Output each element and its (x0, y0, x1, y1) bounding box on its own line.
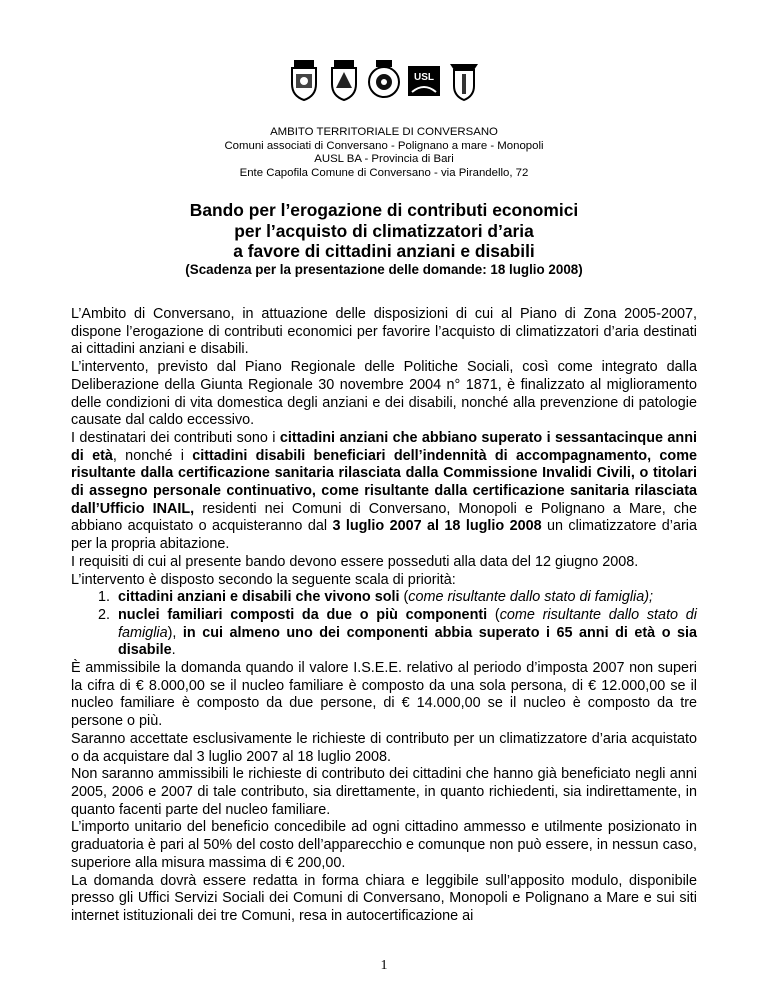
paragraph-intro: L’Ambito di Conversano, in attuazione delle disposizioni di cui al Piano di Zona 2005-2007, dispone l’erogazione di contributi economici per favorire l’acquisto di climatizzatori d’aria destinati ai cittadini anziani e disabili. (71, 306, 697, 358)
priority-list (71, 589, 697, 660)
paragraph-isee: È ammissibile la domanda quando il valore I.S.E.E. relativo al periodo d’imposta 2007 non superi la cifra di € 8.000,00 se il nucleo familiare è composto da una sola persona, di € 12.000,00 se il nucleo familiare è composto da due persone, di € 14.000,00 se il nucleo è composto da tre persone o più. (71, 660, 697, 730)
paragraph-requirements-date: I requisiti di cui al presente bando devono essere posseduti alla data del 12 giugno 2008. (71, 553, 639, 570)
paragraph-amount: L’importo unitario del beneficio concedibile ad ogni cittadino ammesso e utilmente posizionato in graduatoria è pari al 50% del costo dell’apparecchio e comunque non può essere, in nessun caso, superiore alla misura massima di € 200,00. (71, 819, 697, 871)
priority-item-2: 2. nuclei familiari composti da due o più componenti (come risultante dallo stato di famiglia), in cui almeno uno dei componenti abbia superato i 65 anni di età o sia disabile. (114, 607, 697, 660)
header-line-3: AUSL BA - Provincia di Bari (314, 153, 454, 165)
crest-monopoli-icon (366, 58, 402, 102)
paragraph-priority-intro: L’intervento è disposto secondo la seguente scala di priorità: (71, 571, 456, 588)
paragraph-application: La domanda dovrà essere redatta in forma chiara e leggibile sull’apposito modulo, disponibile presso gli Uffici Servizi Sociali dei Comuni di Conversano, Monopoli e Polignano a Mare e sui siti internet istituzionali dei tre Comuni, resa in autocertificazione ai (71, 872, 697, 924)
crest-bari-icon (446, 58, 482, 102)
crest-conversano-icon (286, 58, 322, 102)
title-line-1: Bando per l’erogazione di contributi economici (189, 200, 579, 220)
header-line-2: Comuni associati di Conversano - Polignano a mare - Monopoli (224, 139, 544, 152)
crest-polignano-icon (326, 58, 362, 102)
institution-header (0, 126, 768, 180)
paragraph-accepted-requests: Saranno accettate esclusivamente le richieste di contributo per un climatizzatore d’aria acquistato o da acquistare dal 3 luglio 2007 al 18 luglio 2008. (71, 730, 697, 765)
page-number: 1 (380, 958, 388, 973)
document-body (71, 306, 697, 926)
deadline-notice: (Scadenza per la presentazione delle domande: 18 luglio 2008) (185, 262, 583, 277)
logo-strip (0, 58, 768, 102)
header-line-4: Ente Capofila Comune di Conversano - via Pirandello, 72 (239, 166, 529, 179)
logo-usl-icon (406, 58, 442, 102)
title-line-3: a favore di cittadini anziani e disabili (233, 241, 535, 261)
header-line-1: AMBITO TERRITORIALE DI CONVERSANO (270, 126, 498, 138)
svg-text:USL: USL (414, 72, 434, 83)
priority-item-1: 1. cittadini anziani e disabili che vivono soli (come risultante dallo stato di famiglia); (114, 589, 697, 607)
title-line-2: per l’acquisto di climatizzatori d’aria (234, 220, 534, 241)
paragraph-regional-plan: L’intervento, previsto dal Piano Regionale delle Politiche Sociali, così come integrato dalla Deliberazione della Giunta Regionale 30 novembre 2004 n° 1871, è finalizzato al miglioramento delle condizioni di vita domestica degli anziani e dei disabili, nonché alla prevenzione di patologie causate dal caldo eccessivo. (71, 359, 697, 429)
paragraph-recipients: I destinatari dei contributi sono i cittadini anziani che abbiano superato i sessantacinque anni di età, nonché i cittadini disabili beneficiari dell’indennità di accompagnamento, come risultante dalla certificazione sanitaria rilasciata dalla Commissione Invalidi Civili, o titolari di assegno personale continuativo, come risultante dalla certificazione sanitaria rilasciata dall’Ufficio INAIL, residenti nei Comuni di Conversano, Monopoli e Polignano a Mare, che abbiano acquistato o acquisteranno dal 3 luglio 2007 al 18 luglio 2008 un climatizzatore d’aria per la propria abitazione. (71, 429, 697, 553)
paragraph-exclusions: Non saranno ammissibili le richieste di contributo dei cittadini che hanno già beneficiato negli anni 2005, 2006 e 2007 di tale contributo, sia direttamente, in quanto richiedenti, sia indirettamente, in quanto facenti parte del nucleo familiare. (71, 766, 697, 818)
document-title (0, 200, 768, 262)
